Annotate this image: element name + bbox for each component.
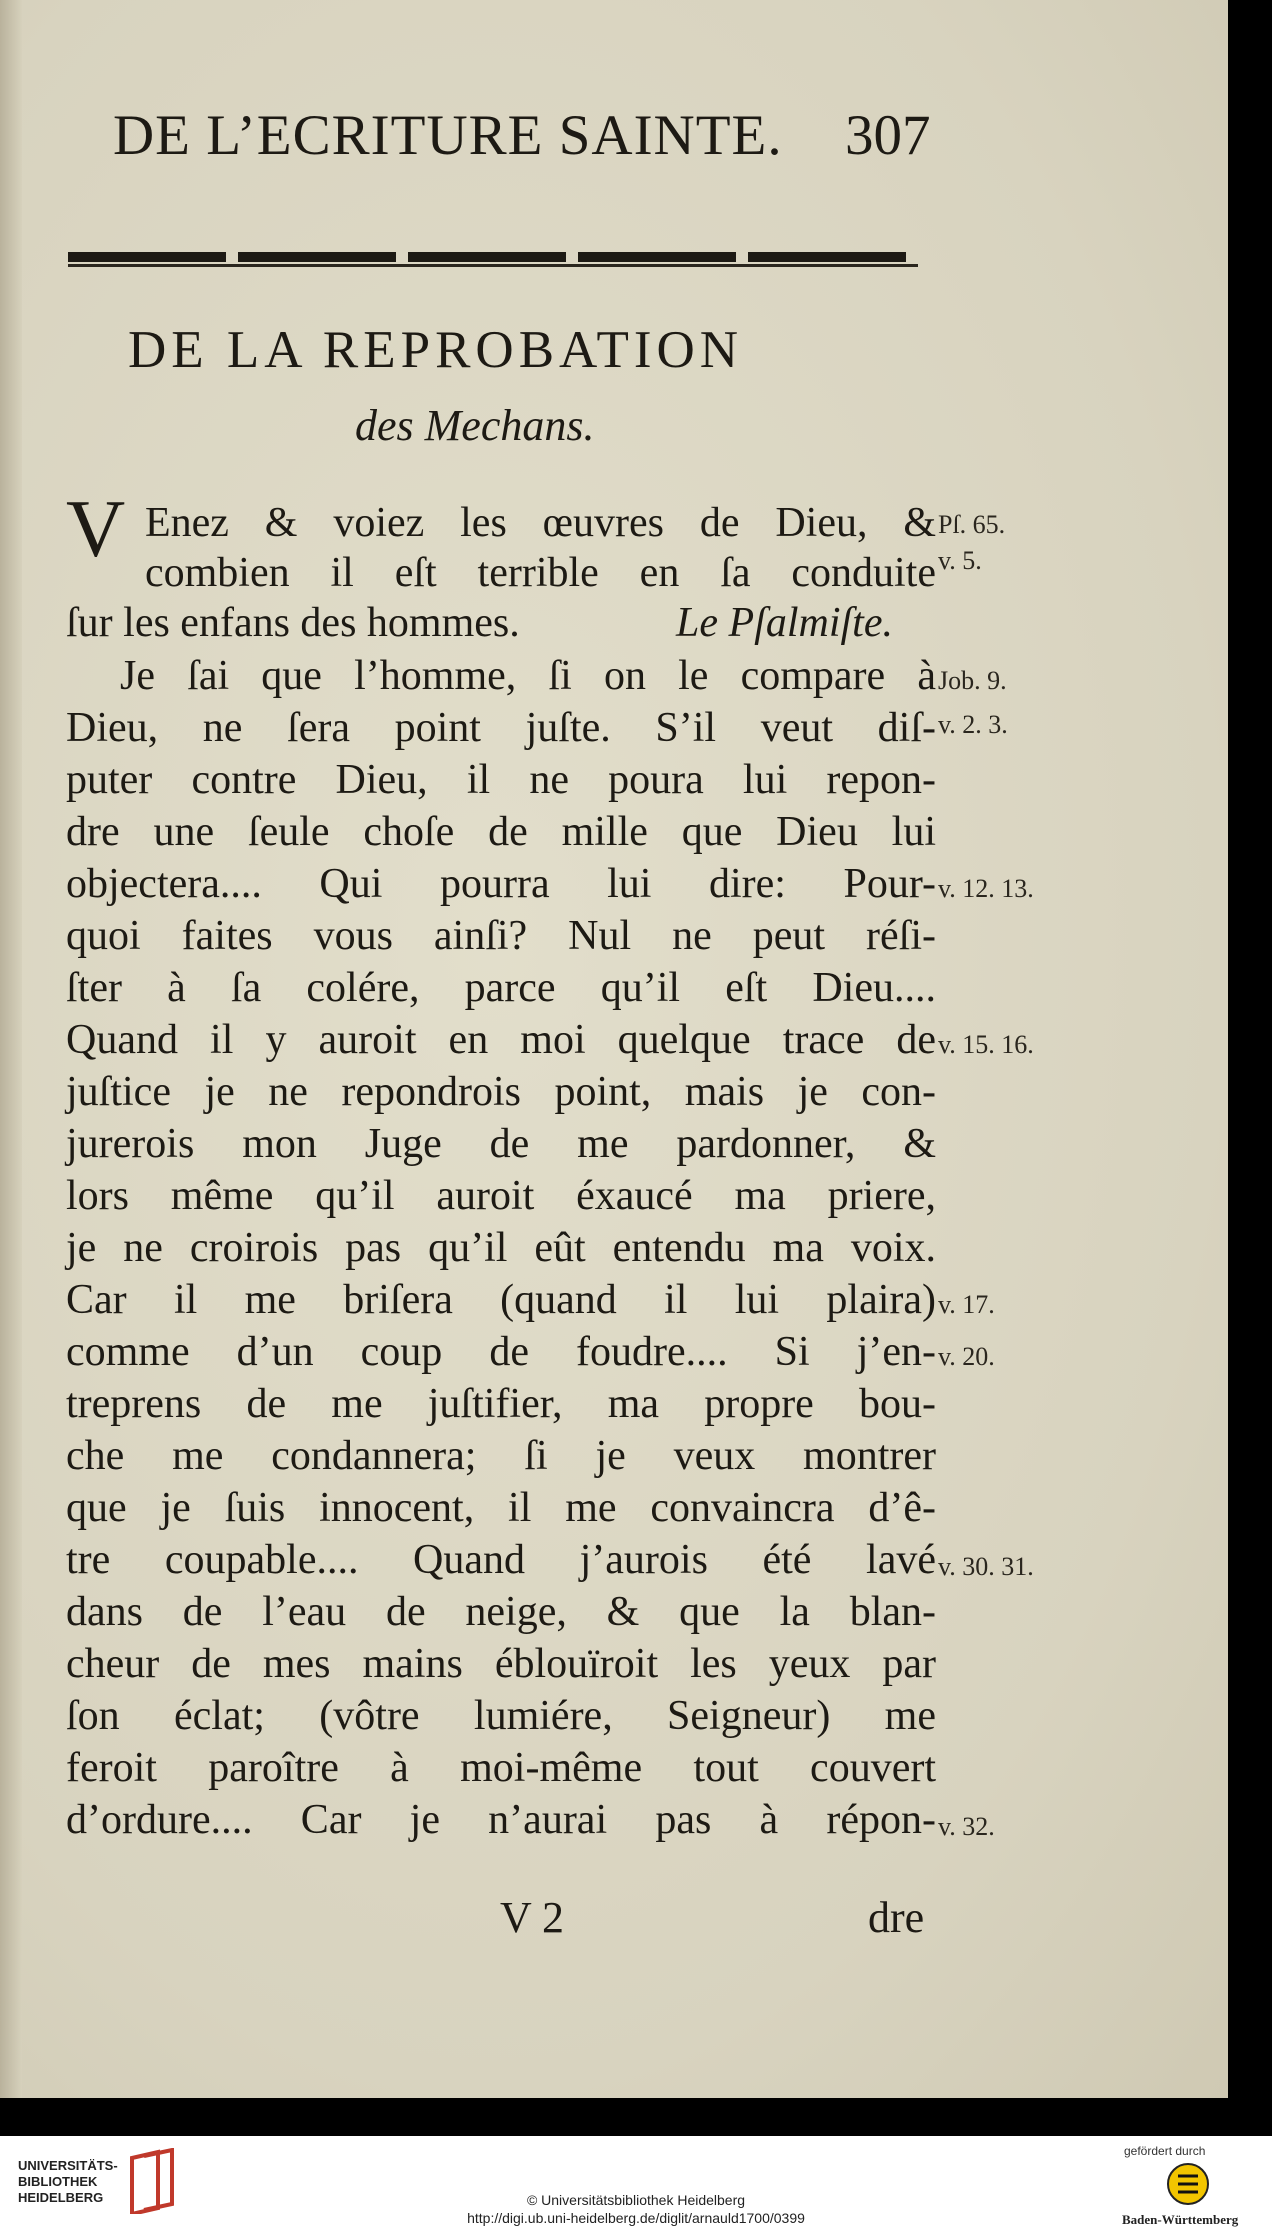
- page-gutter: [0, 0, 22, 2098]
- text-line: que je ſuis innocent, il me convaincra d’ê-: [66, 1485, 936, 1531]
- text-line: d’ordure.... Car je n’aurai pas à répon-: [66, 1797, 936, 1843]
- text-line: feroit paroître à moi-même tout couvert: [66, 1745, 936, 1791]
- text-line: Enez & voiez les œuvres de Dieu, &: [145, 500, 936, 546]
- funder-name: Baden-Württemberg: [1122, 2212, 1239, 2227]
- text-line: jurerois mon Juge de me pardonner, &: [66, 1121, 936, 1167]
- running-header: DE L’ECRITURE SAINTE.: [113, 104, 783, 167]
- margin-reference: v. 2. 3.: [938, 710, 1008, 739]
- text-line: che me condannera; ſi je veux montrer: [66, 1433, 936, 1479]
- library-name: UNIVERSITÄTS- BIBLIOTHEK HEIDELBERG: [18, 2158, 118, 2205]
- text-line: ſter à ſa colére, parce qu’il eſt Dieu....: [66, 965, 936, 1011]
- catchword: dre: [868, 1893, 925, 1942]
- text-line: combien il eſt terrible en ſa conduite: [145, 550, 936, 596]
- text-line: tre coupable.... Quand j’aurois été lavé: [66, 1537, 936, 1583]
- text-line: ſon éclat; (vôtre lumiére, Seigneur) me: [66, 1693, 936, 1739]
- margin-reference: v. 32.: [938, 1812, 995, 1841]
- text-line: je ne croirois pas qu’il eût entendu ma voix.: [66, 1225, 936, 1271]
- funded-by-label: gefördert durch: [1124, 2144, 1206, 2158]
- margin-reference: Pſ. 65.: [938, 510, 1006, 539]
- margin-reference: v. 15. 16.: [938, 1030, 1034, 1059]
- margin-reference: v. 20.: [938, 1342, 995, 1371]
- margin-reference: v. 30. 31.: [938, 1552, 1034, 1581]
- text-line: Dieu, ne ſera point juſte. S’il veut diſ-: [66, 705, 936, 751]
- text-line: juſtice je ne repondrois point, mais je con-: [66, 1069, 936, 1115]
- text-line: objectera.... Qui pourra lui dire: Pour-: [66, 861, 936, 907]
- text-line: quoi faites vous ainſi? Nul ne peut réſi-: [66, 913, 936, 959]
- margin-reference: Job. 9.: [938, 666, 1007, 695]
- signature-mark: V 2: [500, 1893, 564, 1942]
- text-line: treprens de me juſtifier, ma propre bou-: [66, 1381, 936, 1427]
- page-number: 307: [845, 104, 931, 167]
- text-line: cheur de mes mains éblouïroit les yeux par: [66, 1641, 936, 1687]
- text-line: dans de l’eau de neige, & que la blan-: [66, 1589, 936, 1635]
- text-line: ſur les enfans des hommes.: [66, 600, 520, 646]
- section-subtitle: des Mechans.: [355, 401, 595, 450]
- header-rule: [68, 252, 918, 262]
- text-line: comme d’un coup de foudre.... Si j’en-: [66, 1329, 936, 1375]
- text-line: lors même qu’il auroit éxaucé ma priere,: [66, 1173, 936, 1219]
- text-line: puter contre Dieu, il ne poura lui repon-: [66, 757, 936, 803]
- state-seal-icon: [1166, 2162, 1210, 2206]
- margin-reference: v. 12. 13.: [938, 874, 1034, 903]
- text-line: Car il me briſera (quand il lui plaira): [66, 1277, 936, 1323]
- margin-reference: v. 17.: [938, 1290, 995, 1319]
- header-rule-underline: [68, 264, 918, 267]
- text-line: Je ſai que l’homme, ſi on le compare à: [120, 653, 936, 699]
- section-title: DE LA REPROBATION: [128, 321, 744, 379]
- attribution: Le Pſalmiſte.: [676, 600, 893, 646]
- drop-cap: V: [66, 483, 126, 574]
- margin-reference: v. 5.: [938, 546, 982, 575]
- text-line: dre une ſeule choſe de mille que Dieu lui: [66, 809, 936, 855]
- text-line: Quand il y auroit en moi quelque trace de: [66, 1017, 936, 1063]
- permalink[interactable]: http://digi.ub.uni-heidelberg.de/diglit/arnauld1700/0399: [467, 2210, 805, 2226]
- viewer-footer: [0, 2136, 1272, 2228]
- copyright-notice: © Universitätsbibliothek Heidelberg: [526, 2192, 746, 2208]
